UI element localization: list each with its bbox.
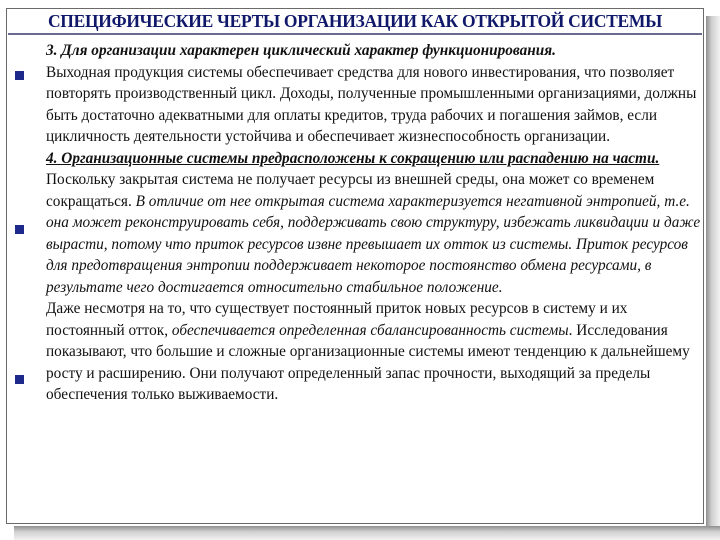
paragraph-cycle: Выходная продукция системы обеспечивает средства для нового инвестирования, что позволяет повторять производственный цикл. Доходы, полученные промышленными организациями, должны быть достаточно адекватными для оплаты кредитов, труда рабочих и погашения займов, если цикличность деятельности устойчива и обеспечивает жизнеспособность организации.: [46, 63, 697, 145]
slide-shadow-right: [706, 16, 720, 540]
paragraph-balance: [46, 298, 704, 406]
section-heading-4: 4. Организационные системы предрасположены к сокращению или распадению на части.: [46, 149, 660, 167]
square-bullet-icon: [15, 375, 24, 384]
title-divider: [8, 33, 702, 35]
section-heading-3: 3. Для организации характерен циклический характер функционирования.: [46, 42, 557, 59]
slide-body: [46, 40, 704, 406]
slide-shadow-bottom: [14, 526, 720, 540]
paragraph-balance-a: Даже несмотря на то, что существует постоянный приток новых ресурсов в систему и их постоянный отток,: [46, 300, 628, 339]
slide-title: СПЕЦИФИЧЕСКИЕ ЧЕРТЫ ОРГАНИЗАЦИИ КАК ОТКРЫТОЙ СИСТЕМЫ: [47, 11, 663, 31]
paragraph-entropy-normal: Поскольку закрытая система не получает ресурсы из внешней среды, она может со временем сокращаться.: [46, 171, 655, 210]
square-bullet-icon: [15, 225, 24, 234]
paragraph-entropy-italic: В отличие от нее открытая система характеризуется негативной энтропией, т.е. она может реконструировать себя, поддерживать свою структуру, избежать ликвидации и даже вырасти, потому что приток ресурсов извне превышает их отток из системы. Приток ресурсов для предотвращения энтропии поддерживает некоторое постоянство обмена ресурсами, в результате чего достигается относительно стабильное положение.: [46, 192, 701, 296]
paragraph-balance-italic: обеспечивается определенная сбалансированность системы: [171, 321, 569, 339]
paragraph-entropy: [46, 169, 704, 298]
paragraph-balance-c: . Исследования показывают, что большие и сложные организационные системы имеют тенденцию к дальнейшему росту и расширению. Они получают определенный запас прочности, выходящий за пределы обеспечения только выживаемости.: [46, 321, 690, 403]
square-bullet-icon: [15, 71, 24, 80]
